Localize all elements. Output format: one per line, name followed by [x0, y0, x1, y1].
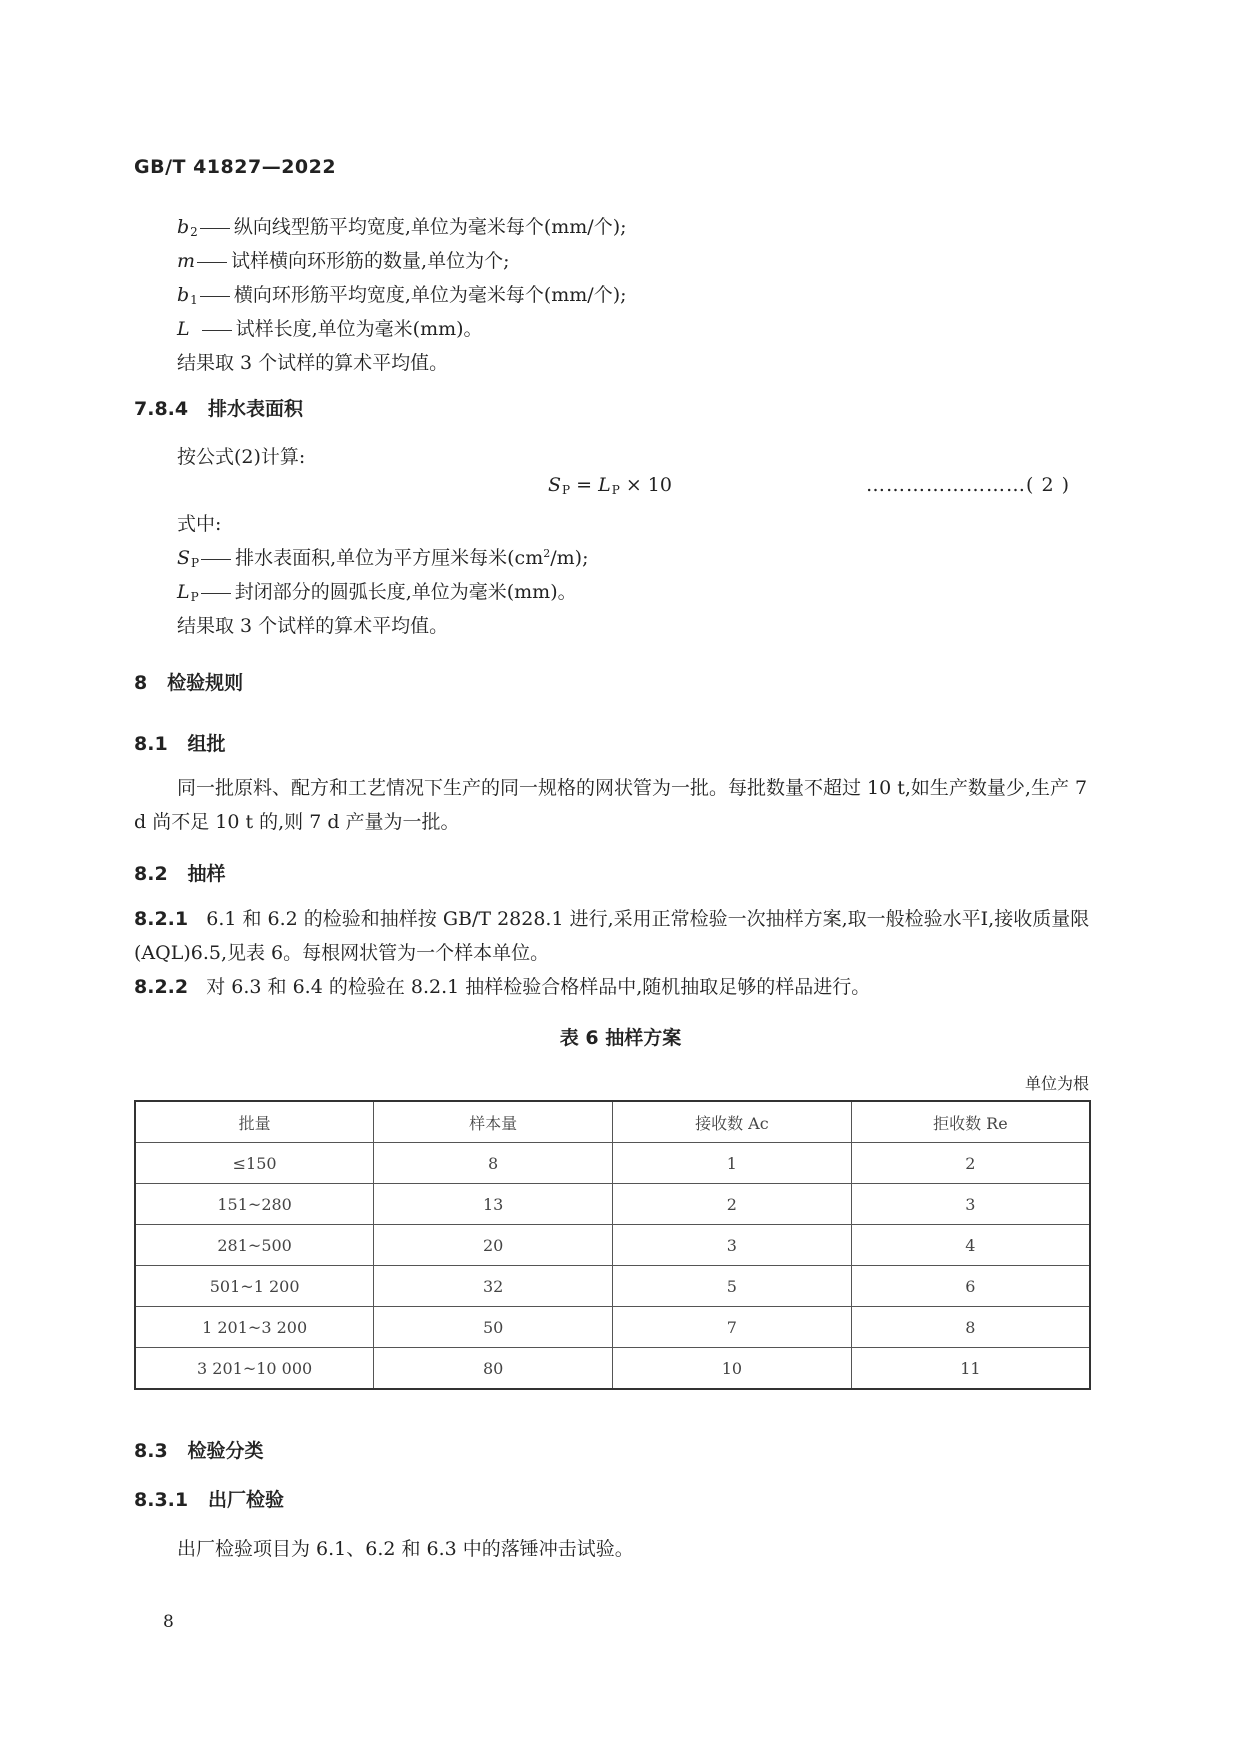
table-caption: 表 6 抽样方案: [559, 1027, 682, 1049]
sampling-plan-table: [134, 1100, 1091, 1390]
section-heading-8-3-1: 8.3.1 出厂检验: [134, 1489, 284, 1511]
section-heading-8-3: 8.3 检验分类: [134, 1440, 264, 1462]
table-cell: 20: [374, 1225, 613, 1266]
table-cell: 6: [851, 1266, 1090, 1307]
table-cell: 80: [374, 1348, 613, 1390]
table-cell: 2: [613, 1184, 852, 1225]
definition-b2: $b_2$ 纵向线型筋平均宽度,单位为毫米每个(mm/个);: [177, 216, 627, 239]
table-row: [135, 1266, 1090, 1307]
definition-L: L 试样长度,单位为毫米(mm)。: [177, 318, 483, 340]
result-note: 结果取 3 个试样的算术平均值。: [177, 615, 449, 637]
section-heading-8-2: 8.2 抽样: [134, 863, 226, 885]
definition-Lp: $L_P$ 封闭部分的圆弧长度,单位为毫米(mm)。: [177, 581, 577, 604]
paragraph-8-2-2: 8.2.2 对 6.3 和 6.4 的检验在 8.2.1 抽样检验合格样品中,随机抽取足够的样品进行。: [134, 976, 871, 998]
table-row: [135, 1184, 1090, 1225]
paragraph-8-2-1: 8.2.1 6.1 和 6.2 的检验和抽样按 GB/T 2828.1 进行,采用正常检验一次抽样方案,取一般检验水平Ⅰ,接收质量限(AQL)6.5,见表 6。每根网状管为一个样本单位。: [134, 908, 1090, 964]
section-heading-7-8-4: 7.8.4 排水表面积: [134, 398, 303, 420]
table-cell: 3 201~10 000: [135, 1348, 374, 1390]
table-cell: 281~500: [135, 1225, 374, 1266]
section-heading-8-1: 8.1 组批: [134, 733, 226, 755]
paragraph-8-3-1: 出厂检验项目为 6.1、6.2 和 6.3 中的落锤冲击试验。: [177, 1538, 634, 1560]
table-row: [135, 1348, 1090, 1390]
table-cell: 13: [374, 1184, 613, 1225]
definition-b1: $b_1$ 横向环形筋平均宽度,单位为毫米每个(mm/个);: [177, 284, 627, 307]
table-row: [135, 1225, 1090, 1266]
table-cell: 1: [613, 1143, 852, 1184]
table-cell: 151~280: [135, 1184, 374, 1225]
table-cell: 8: [374, 1143, 613, 1184]
table-cell: 5: [613, 1266, 852, 1307]
table-cell: 10: [613, 1348, 852, 1390]
formula-2: $S_P = L_P \times 10$: [548, 474, 672, 497]
table-cell: 2: [851, 1143, 1090, 1184]
table-cell: 8: [851, 1307, 1090, 1348]
definition-m: m 试样横向环形筋的数量,单位为个;: [177, 250, 510, 272]
column-header: 批量: [135, 1101, 374, 1143]
table-row: [135, 1143, 1090, 1184]
table-cell: 50: [374, 1307, 613, 1348]
table-cell: 7: [613, 1307, 852, 1348]
table-cell: 32: [374, 1266, 613, 1307]
paragraph-8-1: 同一批原料、配方和工艺情况下生产的同一规格的网状管为一批。每批数量不超过 10 t,如生产数量少,生产 7 d 尚不足 10 t 的,则 7 d 产量为一批。: [134, 777, 1088, 833]
table-cell: ≤150: [135, 1143, 374, 1184]
standard-number: GB/T 41827—2022: [134, 156, 337, 178]
formula-intro: 按公式(2)计算:: [177, 446, 306, 468]
column-header: 接收数 Ac: [613, 1101, 852, 1143]
table-cell: 11: [851, 1348, 1090, 1390]
column-header: 样本量: [374, 1101, 613, 1143]
table-header-row: [135, 1101, 1090, 1143]
page-number: 8: [163, 1612, 174, 1632]
table-cell: 1 201~3 200: [135, 1307, 374, 1348]
table-unit: 单位为根: [1024, 1074, 1089, 1093]
equation-number: ……………………( 2 ): [866, 474, 1070, 496]
table-cell: 3: [851, 1184, 1090, 1225]
table-row: [135, 1307, 1090, 1348]
where-label: 式中:: [177, 513, 222, 535]
table-cell: 3: [613, 1225, 852, 1266]
table-cell: 501~1 200: [135, 1266, 374, 1307]
section-heading-8: 8 检验规则: [134, 672, 244, 694]
column-header: 拒收数 Re: [851, 1101, 1090, 1143]
table-cell: 4: [851, 1225, 1090, 1266]
result-note: 结果取 3 个试样的算术平均值。: [177, 352, 449, 374]
definition-Sp: $S_P$ 排水表面积,单位为平方厘米每米$(cm^2/m)$;: [177, 547, 589, 570]
